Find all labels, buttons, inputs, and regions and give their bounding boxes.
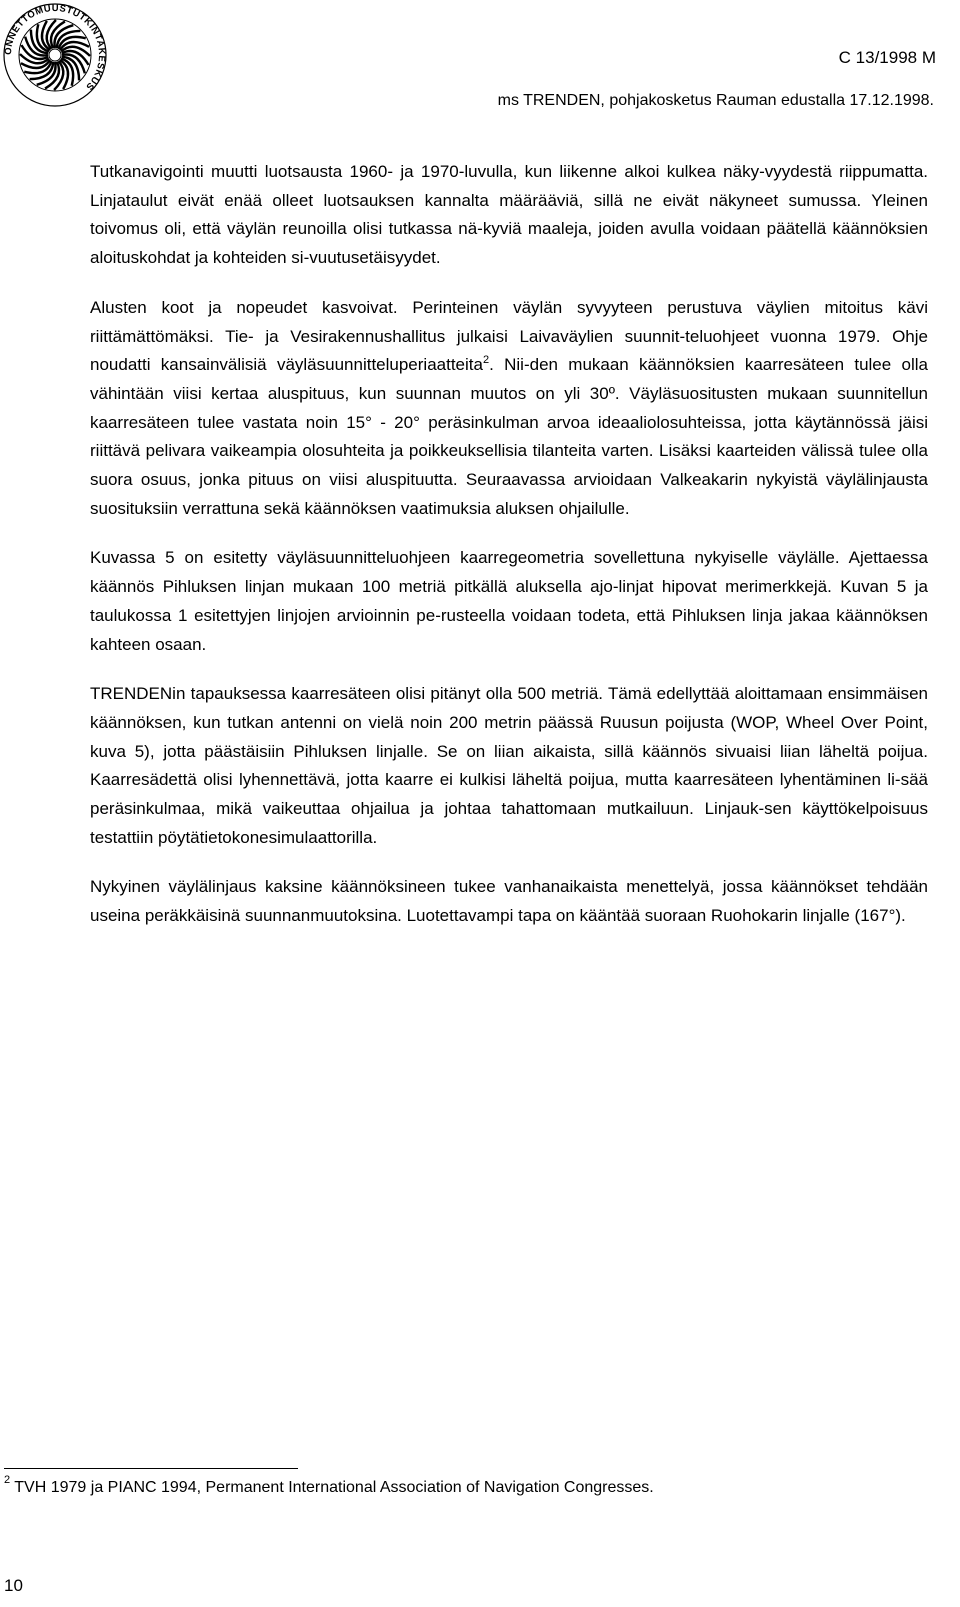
paragraph-text: Tutkanavigointi muutti luotsausta 1960- ja 1970-luvulla, kun liikenne alkoi kulkea näky-vyydestä riippumatta. Linjataulut eivät enää olleet luotsauksen kannalta määrääviä, sillä ne eivät näkyneet sumussa. Yleinen toivomus oli, että väylän reunoilla olisi tutkassa nä-kyviä maaleja, joiden avulla voidaan päätellä käännöksien aloituskohdat ja kohteiden si-vuutusetäisyydet.	[90, 162, 928, 268]
footnote-reference: 2	[482, 354, 490, 367]
paragraph	[90, 294, 928, 524]
body-text	[90, 158, 928, 952]
paragraph-text: Nykyinen väylälinjaus kaksine käännöksineen tukee vanhanaikaista menettelyä, jossa käännökset tehdään useina peräkkäisinä suunnanmuutoksina. Luotettavampi tapa on kääntää suoraan Ruohokarin linjalle (167°).	[90, 877, 928, 926]
paragraph-text: . Nii-den mukaan käännöksien kaarresäteen tulee olla vähintään viisi kertaa aluspituus, kun suunnan muutos on yli 30º. Väyläsuositusten mukaan suunnitellun kaarresäteen tulee vastata noin 15° - 20° peräsinkulman arvoa ideaaliolosuhteissa, jotta käytännössä jäisi riittävä pelivara vaikeampia olosuhteita ja poikkeuksellisia tilanteita varten. Lisäksi kaarteiden välissä tulee olla suora osuus, jonka pituus on viisi aluspituutta. Seuraavassa arvioidaan Valkeakarin nykyistä väylälinjausta suosituksiin verrattuna sekä käännöksen vaatimuksia aluksen ohjailulle.	[90, 355, 928, 518]
report-code: C 13/1998 M	[838, 48, 936, 67]
paragraph	[90, 873, 928, 930]
page-number: 10	[4, 1576, 23, 1595]
paragraph	[90, 544, 928, 659]
logo-text: ONNETTOMUUSTUTKINTAKESKUS	[1, 1, 109, 94]
report-title: ms TRENDEN, pohjakosketus Rauman edustalla 17.12.1998.	[497, 92, 934, 109]
footnote	[4, 1474, 654, 1498]
paragraph	[90, 680, 928, 852]
organization-logo	[0, 0, 110, 110]
footnote-text: TVH 1979 ja PIANC 1994, Permanent International Association of Navigation Congresses.	[14, 1479, 654, 1496]
paragraph-text: TRENDENin tapauksessa kaarresäteen olisi pitänyt olla 500 metriä. Tämä edellyttää aloittamaan ensimmäisen käännöksen, kun tutkan antenni on vielä noin 200 metrin päässä Ruusun poijusta (WOP, Wheel Over Point, kuva 5), jotta päästäisiin Pihluksen linjalle. Se on liian aikaista, sillä käännös sivuaisi liian läheltä poijua. Kaarresädettä olisi lyhennettävä, jotta kaarre ei kulkisi läheltä poijua, mutta kaarresäteen lyhentäminen li-sää peräsinkulmaa, mikä vaikeuttaa ohjailua ja johtaa tahattomaan mutkailuun. Linjauk-sen käyttökelpoisuus testattiin pöytätietokonesimulaattorilla.	[90, 684, 928, 847]
paragraph-text: Alusten koot ja nopeudet kasvoivat. Perinteinen väylän syvyyteen perustuva väylien mitoitus kävi riittämättömäksi. Tie- ja Vesirakennushallitus julkaisi Laivaväylien suunnit-teluohjeet vuonna 1979. Ohje noudatti kansainvälisiä väyläsuunnitteluperiaatteita	[90, 297, 928, 375]
paragraph-text: Kuvassa 5 on esitetty väyläsuunnitteluohjeen kaarregeometria sovellettuna nykyiselle väylälle. Ajettaessa käännös Pihluksen linjan mukaan 100 metriä pitkällä aluksella ajo-linjat hipovat merimerkkejä. Kuvan 5 ja taulukossa 1 esitettyjen linjojen arvioinnin pe-rusteella voidaan todeta, että Pihluksen linja jakaa käännöksen kahteen osaan.	[90, 548, 928, 654]
footnote-divider	[4, 1468, 298, 1469]
paragraph	[90, 158, 928, 273]
footnote-marker: 2	[4, 1474, 11, 1486]
